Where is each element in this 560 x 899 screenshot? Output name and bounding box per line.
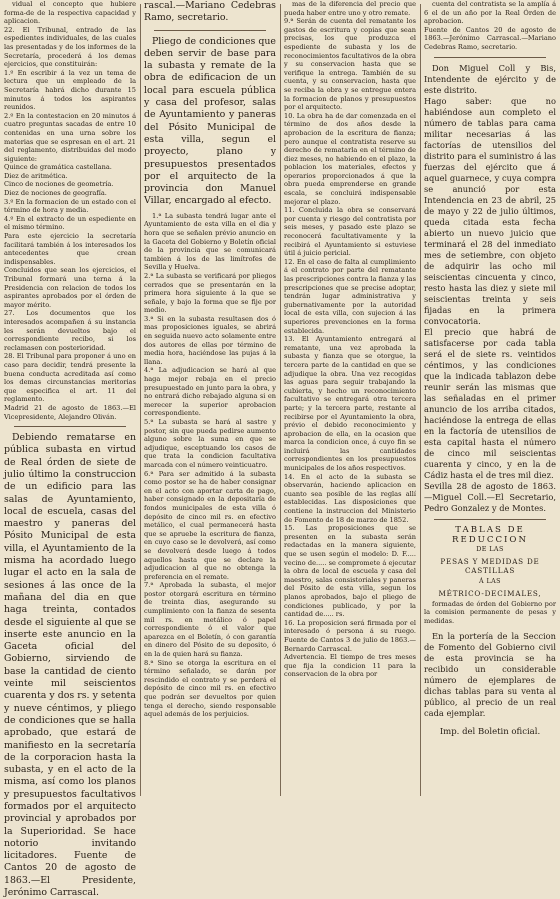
divider — [434, 57, 546, 58]
imprint: Imp. del Boletin oficial. — [439, 727, 541, 738]
tables-sale-notice: En la portería de la Seccion de Fomento del Gobierno civil de esta provincia se ha recibido un considerable número de ejemplares de dichas tablas para su venta al público, al precio de un real cada ejemplar. — [424, 631, 556, 719]
conditions-body: 1.ª La subasta tendrá lugar ante el Ayuntamiento de esta villa en el dia y hora que se señalen prévio anuncio en la Gaceta del Gobierno y Boletín oficial de la provincia que se comunicará tambien á los de las limítrofes de Sevilla y Huelva. 2.ª La subasta se verificará por pliegos cerrados que se presentarán en la primera hora siguiente á la que se señale, y bajo la forma que se fije por medio. 3.ª Si en la subasta resultasen dos ó mas proposiciones iguales, se abrirá en seguida nuevo acto solamente entre dos autores de ellas por término de media hora, haciéndose las pujas á la llana. 4.ª La adjudicacion se hará al que haga mejor rebaja en el precio presupuestado en junto para la obra, y no entrará dicho rebajado alguna si en merecer la superior aprobacion correspondiente. 5.ª La subasta se hará al sastre y postor, sin que pueda pedirse aumento alguno sobre la suma en que se adjudique, esceptuando los casos de que trata la condicion facultativa marcada con el número veinticuatro. 6.ª Para ser admitido á la subasta como postor se ha de haber consignar en el acto con aportar carta de pago, haber consignado en la depositaría de fondos municipales de esta villa ó depósito de cinco mil rs. en efectivo metálico, el cual permanecerá hasta que se apruebe la escritura de fianza, en cuyo caso se le devolverá, así como se devolverá desde luego á todos aquellos hasta que se declare la adjudicacion al que no obtenga la preferencia en el remate. 7.ª Aprobada la subasta, el mejor postor otorgará escritura en término de treinta dias, asegurando su cumplimiento con la fianza de sesenta mil rs. en metálico ó papel correspondiente ó el valor que aparezca en el Boletín, ó con garantía en dinero del Pósito de su deposito, ó en la de quien hará su fianza. 8.ª Sino se otorga la escritura en el término señalado, se darán por rescindido el contrato y se perderá el depósito de cinco mil rs. en efectivo que podrán ser devueltos por quien tenga el derecho, siendo responsable aquel además de los perjuicios. — [144, 211, 276, 719]
column-3 — [280, 0, 420, 800]
divider — [154, 30, 266, 31]
signature-line: rascal.—Mariano Cedebras Ramo, secretario. — [144, 0, 276, 24]
column-1 — [0, 0, 140, 899]
column-4 — [420, 0, 560, 800]
tables-subtitle: MÉTRICO-DECIMALES, — [438, 588, 542, 598]
tables-subtitle: Á LAS — [479, 576, 501, 585]
intendencia-notice: Don Miguel Coll y Bis, Intendente de ejército y de este distrito. Hago saber: que no habiéndose aun completo el número de tablas para cama militar necesarias á las factorías de utensilios del distrito para el suministro á las fuerzas del ejército que á aquel guarnece, y cuya compra se anunció por esta Intendencia en 23 de abril, 25 de mayo y 22 de julio últimos, queda citada esta fecha abierto un nuevo juicio que terminará el 28 del inmediato mes de setiembre, con objeto de adquirir las ocho mil seiscientas cincuenta y cinco, resto hasta las diez y siete mil seiscientas treinta y seis fijadas en la primera convocatoria. El precio que habrá de satisfacerse por cada tabla será el de siete rs. veintidos céntimos, y las condiciones que la indicada tablazon debe reunir serán las mismas que las señaladas en el primer anuncio de los arriba citados, haciéndose la entrega de ellas en la factoría de utensilios de esta capital hasta el número de cinco mil seiscientas cuarenta y cinco, y en la de Cádiz hasta el de tres mil diez. Sevilla 28 de agosto de 1863.—Miguel Coll.—El Secretario, Pedro Gonzalez y de Montes. — [424, 62, 556, 513]
tables-description: formadas de órden del Gobierno por la comision permanente de pesas y medidas. — [424, 599, 556, 625]
tables-subtitle: PESAS Y MEDIDAS DE CASTILLAS — [440, 556, 540, 575]
auction-announcement: Debiendo rematarse en pública subasta en virtud de Real órden de siete de julio último la construccion de un edificio para las salas de Ayuntamiento, local de escuela, casas del maestro y paneras del Pósito Municipal de esta villa, el Ayuntamiento de la misma ha acordado luego lugar el acto en la sala de sesiones á las once de la mañana del dia en que haga treinta, contados desde el siguiente al que se inserte este anuncio en la Gaceta oficial del Gobierno, sirviendo de base la cantidad de ciento veinte mil seiscientos cuarenta y dos rs. y setenta y nueve céntimos, y pliego de condiciones que se halla aprobado, que estará de manifiesto en la secretaría de la corporacion hasta la subasta, y en el acto de la misma, así como los planos y presupuestos facultativos formados por el arquitecto provincial y aprobados por la Superioridad. Se hace notorio invitando licitadores. Fuente de Cantos 20 de agosto de 1863.—El Presidente, Jerónimo Carrascal. — [4, 432, 136, 899]
tables-title: TABLAS DE REDUCCION — [452, 524, 528, 545]
conditions-continued: mas de la diferencia del precio que pueda haber entre uno y otro remate. 9.ª Serán de cuenta del rematante los gastos de escritura y copias que sean precisas, los que produzca el espediente de subasta y los de reconocimientos facultativos de la obra y su conservacion hasta que se verifique la entrega. También de su cuenta, y su conservacion, hasta que se reciba la obra y se entregue entera la formacion de planos y presupuestos por el arquitecto. 10. La obra ha de dar comenzada en el término de dos años desde la aprobacion de la escritura de fianza; pero aunque el contratista reserve su derecho de rematarla en el término de diez meses, no habiendo en el plazo, la poblacion los materiales, efectos y operarios proporcionados á que la obra pueda emprenderse en grande escala, se concluirá indispensable mejorar el plazo. 11. Concluida la obra se conservará por cuenta y riesgo del contratista por seis meses, y pasado este plazo se reconocerá facultativamente y la recibirá el Ayuntamiento si estuviese útil á juicio pericial. 12. En el caso de falta al cumplimiento á el contrato por parte del rematante las prescripciones contra la fianza y las prescripciones que se precise adoptar, tendrán lugar administrativa y gubernativamente por la autoridad local de esta villa, con sujecion á las superiores prevenciones en la forma establecida. 13. El Ayuntamiento entregará al rematante, una vez aprobada la subasta y fianza que se otorgue, la tercera parte de la cantidad en que se adjudique la obra. Una vez recogidas las aguas para seguir trabajando la cubierta, y hecho un reconocimiento facultativo se entregará otra tercera parte; y la tercera parte, restante al recibirse por el Ayuntamiento la obra, prévio el debido reconocimiento y aprobacion de ella, en la ocasion que marca la condicion once, á cuyo fin se incluirá las cantidades correspondientes en los presupuestos municipales de los años respectivos. 14. En el acto de la subasta se observarán, haciendo aplicacion en cuanto sea posible de las reglas allí establecidas. Las disposiciones que contiene la instruccion del Ministerio de Fomento de 18 de marzo de 1852. 15. Las proposiciones que se presenten en la subasta serán redactadas en la manera siguiente, que se usen según el modelo: D. F..... vecino de..... se compromete á ejecutar la obra de local de escuela y casa del maestro, salas consistoriales y paneras del Pósito de esta villa, segun los planos aprobados, bajo el pliego de condiciones publicado, y por la cantidad de..... rs. 16. La proposicion será firmada por el interesado ó persona á su ruego. Fuente de Cantos 3 de julio de 1863.—Bernardo Carrascal. Advertencia. El tiempo de tres meses que fija la condicion 11 para la conservacion de la obra por — [284, 0, 416, 679]
conditions-closing: cuenta del contratista se la amplía á 6 el de un año por la Real Órden de aprobacion. Fuente de Cantos 20 de agosto de 1863.—Jerónimo Carrascal.—Mariano Cedebras Ramo, secretario. — [424, 0, 556, 51]
divider — [434, 519, 546, 520]
column-2 — [140, 0, 280, 800]
divider — [14, 426, 126, 427]
regulation-text: vidual el concepto que hubiere forma-de de la respectiva capacidad y aplicacion. 22. El Tribunal, entrado de las espedientes individuales, de las cuales las presentadas y de los informes de la Secretaría, procederá á los demas ejercicios, que constituirán: 1.º En escribir á la vez un tema de lectura que un empleado de la Secretaría habrá dicho durante 15 minutos á todos los aspirantes reunidos. 2.º En la contestacion en 20 minutos á cuatro preguntas sacadas de entre 10 contenidas en una urna sobre los materias que se espresan en el art. 21 del reglamento, distribuidas del modo siguiente: Quince de gramática castellana. Diez de aritmética. Cinco de nociones de geometría. Diez de nociones de geografía. 3.º En la formacion de un estado con el término de hora y media. 4.º En el extracto de un espediente en el mismo término. Para este ejercicio la secretaría facilitará también á los interesados los antecedentes que crean indispensables. Concluidos que sean los ejercicios, el Tribunal formará una terna á la Presidencia con relacion de todos los aspirantes aprobados por el órden de mayor mérito. 27. Los documentos que los interesados acompañen á su instancia les serán devueltos bajo el correspondiente recibo, si los reclamasen con posterioridad. 28. El Tribunal para proponer á uno en caso para decidir, tendrá presente la buena conducta acreditada así como los demas circunstancias meritorias que especifica el art. 11 del reglamento. Madrid 21 de agosto de 1863.—El Vicepresidente, Alejandro Oliván. — [4, 0, 136, 421]
tables-subtitle: DE LAS — [476, 544, 504, 553]
conditions-heading: Pliego de condiciones que deben servir de base para la subasta y remate de la obra de edificacion de un local para escuela pública y casa del profesor, salas de Ayuntamiento y paneras del Pósito Municipal de esta villa, segun el proyecto, plano y presupuestos presentados por el arquitecto de la provincia don Manuel Villar, encargado al efecto. — [144, 35, 276, 207]
